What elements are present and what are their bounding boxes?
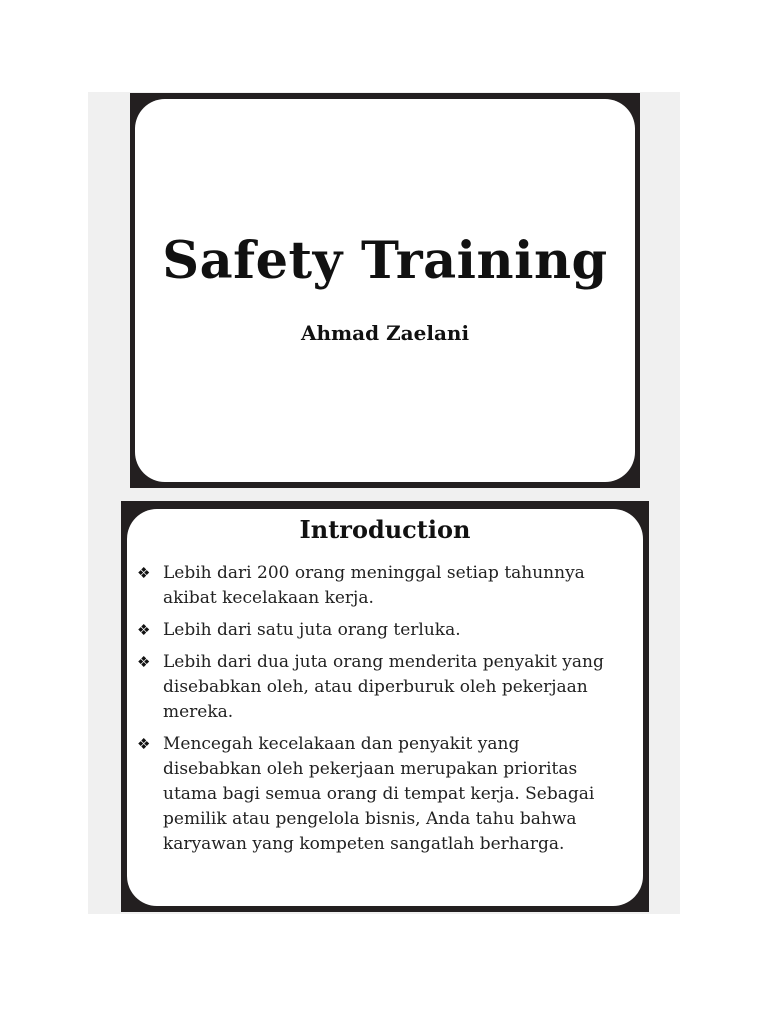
slide-heading: Introduction [299,515,471,544]
list-item [135,650,623,725]
diamond-bullet-icon: ❖ [137,653,151,671]
list-item [135,732,623,857]
diamond-bullet-icon: ❖ [137,564,151,582]
bullet-text: Mencegah kecelakaan dan penyakit yang disebabkan oleh pekerjaan merupakan prioritas utama bagi semua orang di tempat kerja. Sebagai pemilik atau pengelola bisnis, Anda tahu bahwa karyawan yang kompeten sangatlah berharga. [163,734,595,854]
introduction-slide [121,501,649,912]
title-slide [130,93,640,488]
title-slide-content [135,99,635,482]
bullet-text: Lebih dari satu juta orang terluka. [163,620,461,640]
bullet-text: Lebih dari 200 orang meninggal setiap tahunnya akibat kecelakaan kerja. [163,563,585,608]
bullet-list [135,561,623,864]
slide-author: Ahmad Zaelani [300,321,470,345]
list-item [135,561,623,611]
bullet-text: Lebih dari dua juta orang menderita penyakit yang disebabkan oleh, atau diperburuk oleh pekerjaan mereka. [163,652,604,722]
introduction-slide-content [127,509,643,906]
diamond-bullet-icon: ❖ [137,621,151,639]
list-item [135,618,623,643]
diamond-bullet-icon: ❖ [137,735,151,753]
slide-title: Safety Training [162,231,608,291]
